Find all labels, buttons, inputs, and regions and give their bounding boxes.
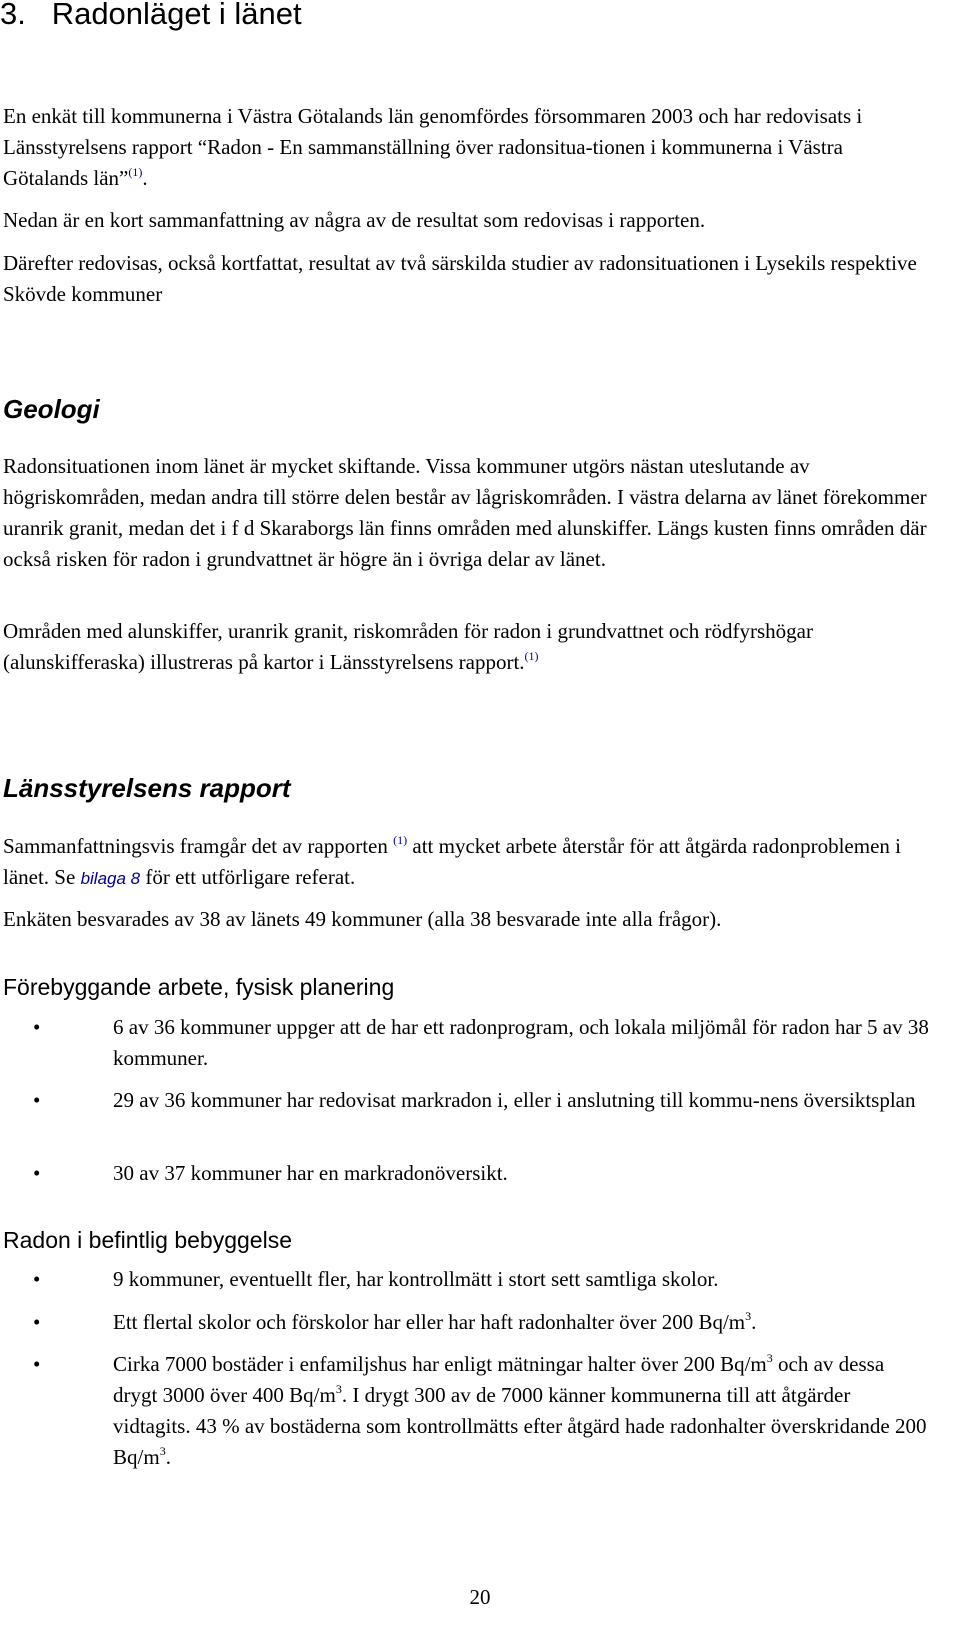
page-number: 20 — [469, 1585, 491, 1609]
subsection-heading-befintlig: Radon i befintlig bebyggelse — [3, 1227, 292, 1253]
rapport-paragraph-1-text-c: för ett utförligare referat. — [140, 865, 356, 889]
rapport-paragraph-2: Enkäten besvarades av 38 av länets 49 kommuner (alla 38 besvarade inte alla frågor). — [3, 907, 722, 931]
intro-paragraph-2: Nedan är en kort sammanfattning av några av de resultat som redovisas i rapporten. — [3, 208, 706, 232]
list-item: 9 kommuner, eventuellt fler, har kontrollmätt i stort sett samtliga skolor. — [113, 1267, 719, 1291]
list-item: 30 av 37 kommuner har en markradonöversikt. — [113, 1161, 508, 1185]
bullet-icon: • — [33, 1015, 41, 1039]
list-item-text: Cirka 7000 bostäder i enfamiljshus har enligt mätningar halter över 200 Bq/m — [113, 1352, 767, 1376]
list-item-text: . I drygt 300 av de 7000 känner kommunerna till att åtgärder vidtagits. 43 % av bostäderna som kontrollmätts efter åtgärd hade radonhalter överskridande 200 Bq/m — [113, 1383, 927, 1469]
bullet-icon: • — [33, 1161, 41, 1185]
bullet-icon: • — [33, 1352, 41, 1376]
reference-marker: (1) — [128, 165, 143, 179]
geologi-paragraph-2-text: Områden med alunskiffer, uranrik granit, riskområden för radon i grundvattnet och rödfyrshögar (alunskifferaska) illustreras på kartor i Länsstyrelsens rapport. — [3, 619, 813, 674]
bullet-icon: • — [33, 1310, 41, 1334]
page-title: 3. Radonläget i länet — [0, 0, 302, 31]
list-item — [113, 1307, 933, 1338]
list-item: 29 av 36 kommuner har redovisat markradon i, eller i anslutning till kommu-nens översiktsplan — [113, 1088, 916, 1112]
geologi-paragraph-2 — [3, 616, 933, 678]
intro-paragraph-1-text: En enkät till kommunerna i Västra Götalands län genomfördes försommaren 2003 och har redovisats i Länsstyrelsens rapport “Radon - En sammanställning över radonsitua-tionen i kommunerna i Västra Götalands län” — [3, 104, 863, 190]
superscript: 3 — [335, 1382, 342, 1396]
intro-paragraph-3: Därefter redovisas, också kortfattat, resultat av två särskilda studier av radonsituationen i Lysekils respektive Skövde kommuner — [3, 251, 917, 306]
bilaga-link[interactable]: bilaga 8 — [80, 869, 141, 888]
bullet-icon: • — [33, 1088, 41, 1112]
reference-marker: (1) — [524, 649, 539, 663]
list-item — [113, 1349, 933, 1473]
list-item-text: . — [165, 1445, 171, 1469]
list-item-text: och av dessa drygt 3000 över 400 Bq/m — [113, 1352, 885, 1407]
rapport-paragraph-1-text-b: att mycket arbete återstår för att åtgärda radonproblemen i länet. Se — [3, 834, 901, 889]
section-heading-geologi: Geologi — [3, 394, 100, 424]
superscript: 3 — [766, 1351, 773, 1365]
superscript: 3 — [159, 1444, 166, 1458]
intro-paragraph-1 — [3, 101, 933, 194]
intro-paragraph-1-end: . — [142, 166, 148, 190]
subsection-heading-forebyggande: Förebyggande arbete, fysisk planering — [3, 974, 395, 1000]
rapport-paragraph-1 — [3, 831, 933, 894]
list-item: 6 av 36 kommuner uppger att de har ett radonprogram, och lokala miljömål för radon har 5 av 38 kommuner. — [113, 1015, 929, 1070]
geologi-paragraph-1: Radonsituationen inom länet är mycket skiftande. Vissa kommuner utgörs nästan uteslutande av högriskområden, medan andra till större delen består av lågriskområden. I västra delarna av länet förekommer uranrik granit, medan det i f d Skaraborgs län finns områden med alunskiffer. Längs kusten finns områden där också risken för radon i grundvattnet är högre än i övriga delar av länet. — [3, 454, 927, 571]
bullet-icon: • — [33, 1267, 41, 1291]
rapport-paragraph-1-text-a: Sammanfattningsvis framgår det av rapporten — [3, 834, 394, 858]
superscript: 3 — [745, 1309, 752, 1323]
list-item-text: . — [751, 1310, 757, 1334]
list-item-text: Ett flertal skolor och förskolor har eller har haft radonhalter över 200 Bq/m — [113, 1310, 746, 1334]
section-heading-rapport: Länsstyrelsens rapport — [3, 773, 291, 803]
reference-marker: (1) — [393, 833, 408, 847]
